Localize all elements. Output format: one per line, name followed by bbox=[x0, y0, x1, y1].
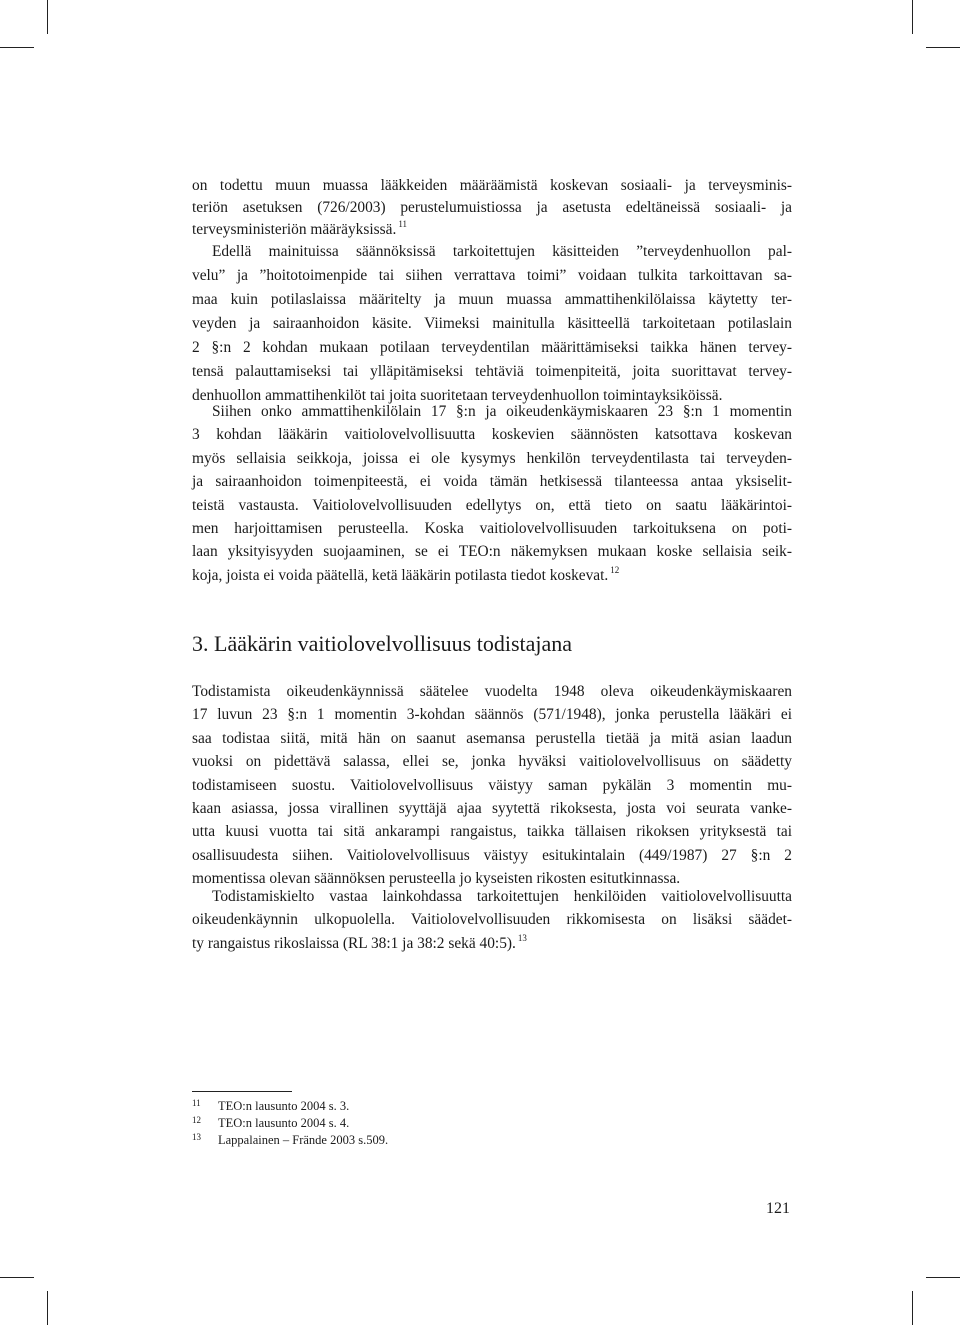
text-line: laan yksityisyyden suojaaminen, se ei TEO:n näkemyksen mukaan koske sellaisia seik- bbox=[192, 543, 792, 561]
text-line: tensä palauttamiseksi tai ylläpitämiseksi tehtäviä toimenpiteitä, joita suorittavat tervey- bbox=[192, 363, 792, 380]
text-line: terveysministeriön määräyksissä. $^{11}$ bbox=[192, 219, 407, 238]
crop-mark bbox=[926, 47, 960, 48]
text-line: myös sellaisia seikkoja, joissa ei ole kysymys henkilön terveydentilasta tai terveyden- bbox=[192, 449, 792, 467]
crop-mark bbox=[0, 47, 34, 48]
footnote-separator bbox=[192, 1091, 292, 1092]
text-line: osallisuudesta siihen. Vaitiolovelvollisuus väistyy esitukintalain (449/1987) 27 §:n 2 bbox=[192, 846, 792, 864]
crop-mark bbox=[912, 1291, 913, 1325]
text-line: Todistamista oikeudenkäynnissä säätelee vuodelta 1948 oleva oikeudenkäymiskaaren bbox=[192, 683, 792, 700]
footnote: 13 Lappalainen – Frände 2003 s.509. bbox=[192, 1132, 389, 1147]
text-line: 3 kohdan lääkärin vaitiolovelvollisuutta koskevien säännösten katsottava koskevan bbox=[192, 426, 792, 444]
text-line: saa todistaa siitä, mitä hän on saanut asemansa perustella tietää ja mitä asian laadun bbox=[192, 729, 792, 747]
text-line: 17 luvun 23 §:n 1 momentin 3-kohdan säännös (571/1948), jonka perustella lääkäri ei bbox=[192, 706, 792, 724]
footnote-ref: 12 bbox=[610, 564, 620, 575]
text-line: teistä vastausta. Vaitiolovelvollisuuden edellytys on, että tieto on saatu lääkärintoi- bbox=[192, 496, 792, 514]
crop-mark bbox=[47, 1291, 48, 1325]
text-line: 2 §:n 2 kohdan mukaan potilaan terveydentilan määrittämiseksi taikka hänen tervey- bbox=[192, 339, 792, 356]
text-line: on todettu muun muassa lääkkeiden määräämistä koskevan sosiaali- ja terveysminis- bbox=[192, 177, 792, 194]
text-line: veyden ja sairaanhoidon käsite. Viimeksi mainitulla käsitteellä tarkoitetaan potilaslain bbox=[192, 315, 792, 332]
text-line: teriön asetuksen (726/2003) perustelumuistiossa ja asetusta edeltäneissä sosiaali- ja bbox=[192, 199, 792, 216]
text-line: Siihen onko ammattihenkilölain 17 §:n ja oikeudenkäymiskaaren 23 §:n 1 momentin bbox=[212, 403, 792, 420]
text-line: koja, joista ei voida päätellä, ketä lääkärin potilasta tiedot koskevat. $^{12}$ bbox=[192, 564, 620, 584]
text-line: todistamiseen suostu. Vaitiolovelvollisuus väistyy saman pykälän 3 momentin mu- bbox=[192, 776, 792, 794]
crop-mark bbox=[0, 1277, 34, 1278]
text-line: ty rangaistus rikoslaissa (RL 38:1 ja 38:2 sekä 40:5). $^{13}$ bbox=[192, 932, 527, 952]
footnote-ref: 11 bbox=[398, 219, 407, 229]
text-line: utta kuusi vuotta tai sitä ankarampi rangaistus, taikka tällaisen rikoksen yrityksestä tai bbox=[192, 823, 792, 841]
text-line: ja sairaanhoidon toimenpiteestä, ei voida tämän hetkisessä tilanteessa antaa yksiselit- bbox=[192, 473, 792, 491]
crop-mark bbox=[47, 0, 48, 34]
text-line: oikeudenkäynnin ulkopuolella. Vaitiolovelvollisuuden rikkomisesta on lisäksi säädet- bbox=[192, 911, 792, 929]
text-line: men harjoittamisen perusteella. Koska vaitiolovelvollisuuden tarkoituksena on poti- bbox=[192, 520, 792, 537]
crop-mark bbox=[926, 1277, 960, 1278]
footnote: 12 TEO:n lausunto 2004 s. 4. bbox=[192, 1115, 350, 1130]
text-line: maa kuin potilaslaissa määritelty ja muun muassa ammattihenkilölaissa käytetty ter- bbox=[192, 291, 792, 308]
footnote: 11 TEO:n lausunto 2004 s. 3. bbox=[192, 1098, 350, 1113]
text-line: kaan asiassa, jossa virallinen syyttäjä ajaa syytettä rikoksesta, josta voi seurata vanke- bbox=[192, 800, 792, 817]
page-number: 121 bbox=[766, 1200, 790, 1217]
text-line: velu” ja ”hoitotoimenpide tai siihen verrattava toimi” voidaan tulkita tarkoittavan sa- bbox=[192, 267, 792, 284]
text-line: vuoksi on pidettävä salassa, ellei se, jonka hyväksi vaitiolovelvollisuus on säädetty bbox=[192, 753, 792, 771]
footnote-ref: 13 bbox=[517, 932, 527, 943]
text-line: Edellä mainituissa säännöksissä tarkoitettujen käsitteiden ”terveydenhuollon pal- bbox=[212, 243, 792, 260]
section-heading: 3. Lääkärin vaitiolovelvollisuus todistajana bbox=[192, 631, 573, 656]
crop-mark bbox=[912, 0, 913, 34]
text-line: Todistamiskielto vastaa lainkohdassa tarkoitettujen henkilöiden vaitiolovelvollisuutta bbox=[212, 888, 792, 905]
text-line: momentissa olevan säännöksen perusteella jo kyseisten rikosten esitutkinnassa. bbox=[192, 870, 681, 888]
text-line: denhuollon ammattihenkilöt tai joita suoritetaan terveydenhuollon toimintayksiköissä. bbox=[192, 387, 723, 404]
